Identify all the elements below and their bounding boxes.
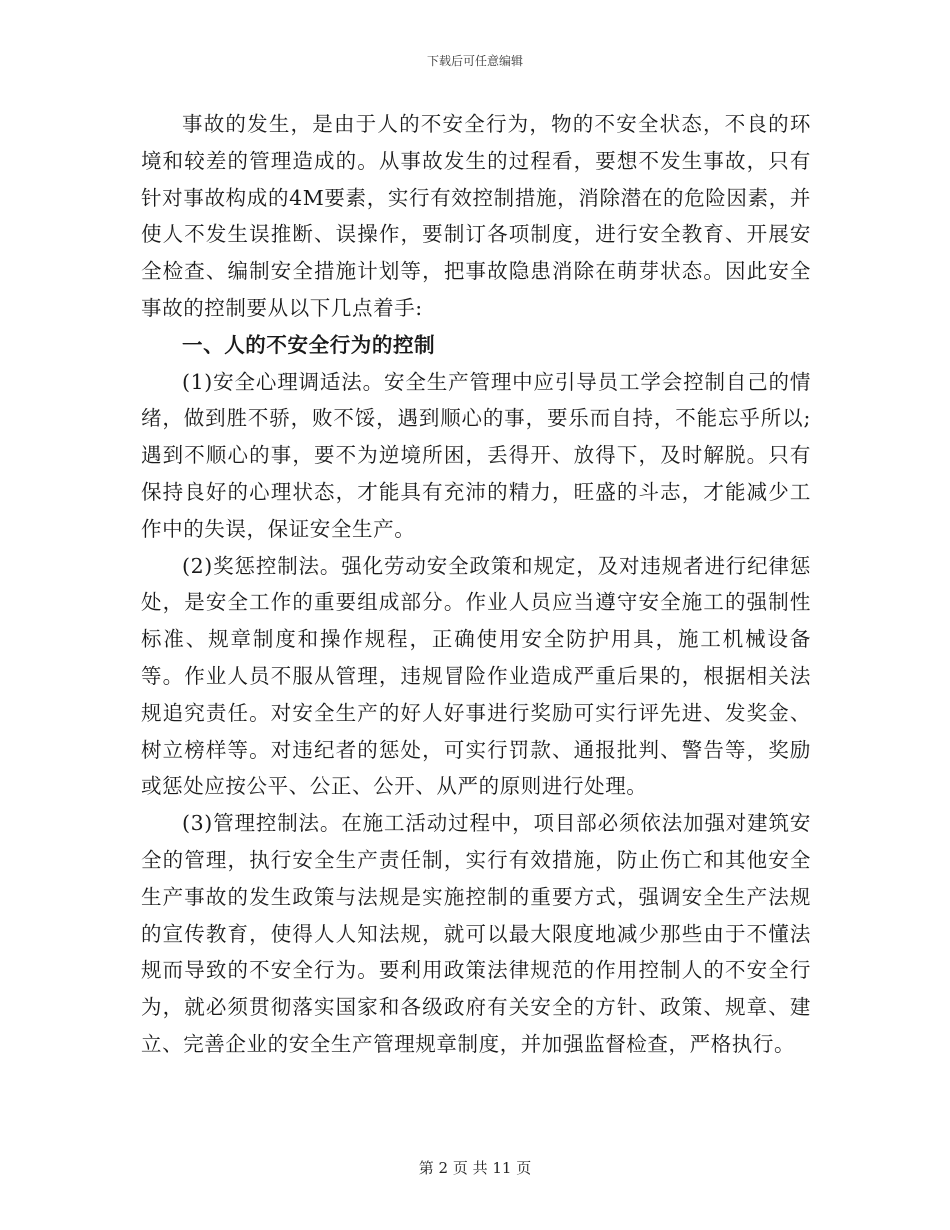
paragraph-item-1: (1)安全心理调适法。安全生产管理中应引导员工学会控制自己的情绪，做到胜不骄，败不馁，遇到顺心的事，要乐而自持，不能忘乎所以;遇到不顺心的事，要不为逆境所困，丢得开、放得下，及时解脱。只有保持良好的心理状态，才能具有充沛的精力，旺盛的斗志，才能减少工作中的失误，保证安全生产。 — [141, 369, 811, 541]
page-header: 下载后可任意编辑 — [426, 54, 523, 68]
paragraph-item-2: (2)奖惩控制法。强化劳动安全政策和规定，及对违规者进行纪律惩处，是安全工作的重要组成部分。作业人员应当遵守安全施工的强制性标准、规章制度和操作规程，正确使用安全防护用具，施工机械设备等。作业人员不服从管理，违规冒险作业造成严重后果的，根据相关法规追究责任。对安全生产的好人好事进行奖励可实行评先进、发奖金、树立榜样等。对违纪者的惩处，可实行罚款、通报批判、警告等，奖励或惩处应按公平、公正、公开、从严的原则进行处理。 — [141, 553, 811, 799]
intro-paragraph: 事故的发生，是由于人的不安全行为，物的不安全状态，不良的环境和较差的管理造成的。从事故发生的过程看，要想不发生事故，只有针对事故构成的4M要素，实行有效控制措施，消除潜在的危险因素，并使人不发生误推断、误操作，要制订各项制度，进行安全教育、开展安全检查、编制安全措施计划等，把事故隐患消除在萌芽状态。因此安全事故的控制要从以下几点着手: — [141, 112, 811, 320]
section-heading: 一、人的不安全行为的控制 — [182, 332, 436, 357]
document-body — [141, 106, 811, 1063]
page-footer: 第 2 页 共 11 页 — [418, 1159, 532, 1177]
paragraph-item-3: (3)管理控制法。在施工活动过程中，项目部必须依法加强对建筑安全的管理，执行安全生产责任制，实行有效措施，防止伤亡和其他安全生产事故的发生政策与法规是实施控制的重要方式，强调安全生产法规的宣传教育，使得人人知法规，就可以最大限度地减少那些由于不懂法规而导致的不安全行为。要利用政策法律规范的作用控制人的不安全行为，就必须贯彻落实国家和各级政府有关安全的方针、政策、规章、建立、完善企业的安全生产管理规章制度，并加强监督检查，严格执行。 — [141, 811, 811, 1056]
